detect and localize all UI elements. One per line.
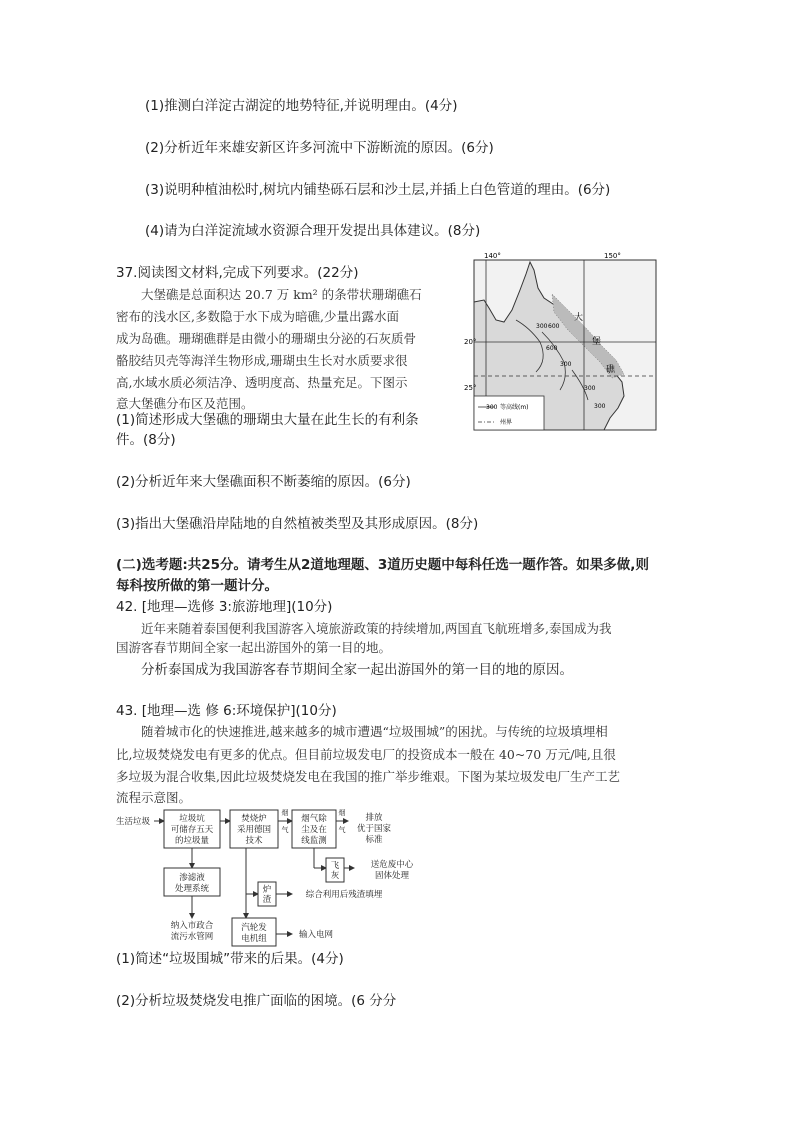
elective-header-line1: (二)选考题:共25分。请考生从2道地理题、3道历史题中每科任选一题作答。如果多做,则 (116, 557, 649, 573)
flow-dedust-line: 烟气除 (301, 814, 327, 824)
reef-label: 堡 (592, 337, 602, 347)
q43-sub2: (2)分析垃圾焚烧发电推广面临的困境。(6 分分 (116, 993, 397, 1009)
flow-furnace-line: 焚烧炉 (241, 814, 267, 824)
contour-label: 300 (594, 403, 606, 410)
q36-sub3: (3)说明种植油松时,树坑内铺垫砾石层和沙土层,并插上白色管道的理由。(6分) (145, 182, 611, 198)
contour-label: 300 (584, 385, 596, 392)
q37-material-line: 成为岛礁。珊瑚礁群是由微小的珊瑚虫分泌的石灰质骨 (116, 331, 417, 346)
q36-sub4: (4)请为白洋淀流域水资源合理开发提出具体建议。(8分) (145, 223, 481, 239)
elective-header-line2: 每科按所做的第一题计分。 (116, 578, 278, 594)
flow-flyash-line: 灰 (330, 871, 340, 881)
q37-sub3: (3)指出大堡礁沿岸陆地的自然植被类型及其形成原因。(8分) (116, 516, 479, 532)
flow-discharge-line: 优于国家 (356, 824, 392, 834)
q43-material-line: 多垃圾为混合收集,因此垃圾焚烧发电在我国的推广举步维艰。下图为某垃圾发电厂生产工艺 (116, 769, 620, 784)
q43-material-line: 流程示意图。 (116, 790, 192, 805)
q43-material-line: 比,垃圾焚烧发电有更多的优点。但目前垃圾发电厂的投资成本一般在 40~70 万元/吨,且很 (116, 747, 616, 762)
flow-sewer-line: 流污水管网 (170, 932, 214, 942)
flow-discharge-line: 排放 (365, 813, 383, 823)
q36-sub1: (1)推测白洋淀古湖淀的地势特征,并说明理由。(4分) (145, 98, 458, 114)
flow-input-label: 生活垃圾 (115, 817, 151, 827)
q42-question: 分析泰国成为我国游客春节期间全家一起出游国外的第一目的地的原因。 (141, 662, 573, 678)
q37-title: 37.阅读图文材料,完成下列要求。(22分) (116, 265, 359, 281)
contour-label: 600 (548, 323, 560, 330)
legend-contour-value: 300 (486, 404, 498, 411)
flow-furnace-line: 技术 (245, 836, 263, 846)
q37-material-line: 骼胶结贝壳等海洋生物形成,珊瑚虫生长对水质要求很 (116, 353, 408, 368)
flow-turbine-line: 电机组 (241, 934, 267, 944)
flow-pit-line: 的垃圾量 (174, 836, 210, 846)
waste-power-flowchart (112, 806, 452, 948)
flow-gas-label: 烟 (281, 809, 289, 817)
flow-pit-line: 垃圾坑 (179, 814, 205, 824)
map-lon-label: 140° (484, 252, 501, 260)
q43-material-line: 随着城市化的快速推进,越来越多的城市遭遇“垃圾围城”的困扰。与传统的垃圾填埋相 (141, 724, 608, 739)
flow-hazard-line: 固体处理 (374, 871, 410, 881)
q37-material-line: 大堡礁是总面积达 20.7 万 km² 的条带状珊瑚礁石 (141, 287, 422, 302)
flow-leachate-line: 渗滤液 (179, 873, 205, 883)
flow-leachate-line: 处理系统 (174, 884, 210, 894)
q37-material-line: 意大堡礁分布区及范围。 (116, 396, 254, 411)
map-lat-label: 25° (464, 384, 477, 392)
q37-material-line: 密布的浅水区,多数隐于水下成为暗礁,少量出露水面 (116, 309, 399, 324)
flow-hazard-line: 送危废中心 (370, 860, 414, 870)
q37-sub1-line2: 件。(8分) (116, 432, 176, 448)
great-barrier-reef-map (464, 250, 660, 432)
reef-label: 大 (574, 313, 584, 323)
q42-material-line: 近年来随着泰国便利我国游客入境旅游政策的持续增加,两国直飞航班增多,泰国成为我 (141, 621, 612, 636)
legend-border-text: 州界 (500, 419, 513, 426)
contour-label: 600 (546, 345, 558, 352)
q37-sub1-line1: (1)简述形成大堡礁的珊瑚虫大量在此生长的有利条 (116, 412, 419, 428)
q43-sub1: (1)简述“垃圾围城”带来的后果。(4分) (116, 951, 344, 967)
q37-sub2: (2)分析近年来大堡礁面积不断萎缩的原因。(6分) (116, 474, 411, 490)
flow-turbine-line: 汽轮发 (241, 923, 267, 933)
q42-title: 42. [地理—选修 3:旅游地理](10分) (116, 599, 333, 615)
q43-title: 43. [地理—选 修 6:环境保护](10分) (116, 703, 337, 719)
contour-label: 300 (536, 323, 548, 330)
flow-dedust-line: 尘及在 (301, 825, 327, 835)
flow-slag-use: 综合利用后残渣填埋 (305, 890, 383, 900)
flow-grid-label: 输入电网 (298, 930, 334, 940)
flow-gas-label: 气 (338, 826, 346, 834)
flow-pit-line: 可储存五天 (170, 825, 214, 835)
map-lon-label: 150° (604, 252, 621, 260)
flow-flyash-line: 飞 (330, 861, 340, 871)
flow-gas-label: 烟 (338, 809, 346, 817)
reef-label: 礁 (606, 365, 616, 375)
flow-discharge-line: 标准 (365, 835, 383, 845)
flow-sewer-line: 纳入市政合 (170, 921, 214, 931)
map-lat-label: 20° (464, 338, 477, 346)
flow-slag-line: 炉 (262, 885, 272, 895)
flow-gas-label: 气 (281, 826, 289, 834)
contour-label: 300 (560, 361, 572, 368)
flow-slag-line: 渣 (262, 895, 272, 905)
q37-material-line: 高,水域水质必须洁净、透明度高、热量充足。下图示 (116, 375, 408, 390)
flow-furnace-line: 采用德国 (236, 825, 272, 835)
flow-dedust-line: 线监测 (301, 836, 327, 846)
legend-contour-text: 等高线(m) (500, 404, 529, 411)
q36-sub2: (2)分析近年来雄安新区许多河流中下游断流的原因。(6分) (145, 140, 494, 156)
q42-material-line: 国游客春节期间全家一起出游国外的第一目的地。 (116, 640, 392, 655)
